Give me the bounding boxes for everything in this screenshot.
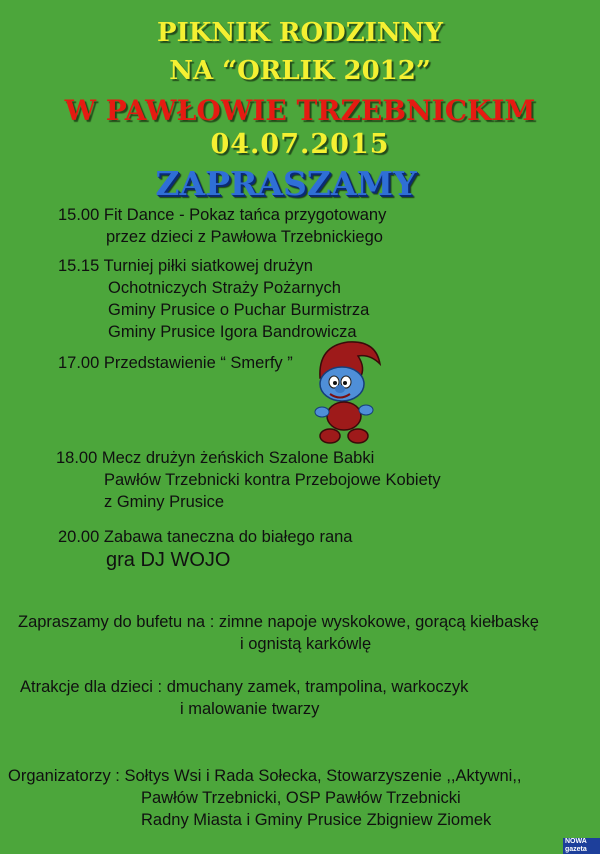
smurf-illustration — [300, 338, 390, 448]
program-item-4-line-2: Pawłów Trzebnicki kontra Przebojowe Kobiety — [104, 471, 441, 489]
program-item-1-line-1: 15.00 Fit Dance - Pokaz tańca przygotowany — [58, 206, 387, 224]
event-date: 04.07.2015 — [210, 129, 390, 160]
program-item-1-line-2: przez dzieci z Pawłowa Trzebnickiego — [106, 228, 383, 246]
newspaper-logo: NOWA gazeta — [563, 838, 600, 854]
title-line-2: NA “ORLIK 2012” — [169, 56, 431, 86]
program-item-2-line-3: Gminy Prusice o Puchar Burmistrza — [108, 301, 370, 319]
program-item-5-line-2: gra DJ WOJO — [106, 549, 231, 571]
program-item-4-line-1: 18.00 Mecz drużyn żeńskich Szalone Babki — [56, 449, 375, 467]
program-item-3-line-1: 17.00 Przedstawienie “ Smerfy ” — [58, 354, 293, 372]
kids-line-2: i malowanie twarzy — [180, 700, 320, 718]
program-item-4-line-3: z Gminy Prusice — [104, 493, 225, 511]
kids-line-1: Atrakcje dla dzieci : dmuchany zamek, trampolina, warkoczyk — [20, 678, 469, 696]
buffet-line-2: i ognistą karkówlę — [240, 635, 372, 653]
title-line-1: PIKNIK RODZINNY — [157, 18, 443, 48]
organizers-line-2: Pawłów Trzebnicki, OSP Pawłów Trzebnicki — [141, 789, 461, 807]
organizers-line-1: Organizatorzy : Sołtys Wsi i Rada Sołecka, Stowarzyszenie ,,Aktywni,, — [8, 767, 522, 785]
program-item-5-line-1: 20.00 Zabawa taneczna do białego rana — [58, 528, 353, 546]
title-location: W PAWŁOWIE TRZEBNICKIM — [64, 94, 536, 127]
buffet-line-1: Zapraszamy do bufetu na : zimne napoje wyskokowe, gorącą kiełbaskę — [18, 613, 539, 631]
organizers-line-3: Radny Miasta i Gminy Prusice Zbigniew Ziomek — [141, 811, 492, 829]
program-item-2-line-4: Gminy Prusice Igora Bandrowicza — [108, 323, 357, 341]
program-item-2-line-1: 15.15 Turniej piłki siatkowej drużyn — [58, 257, 313, 275]
invite-heading: ZAPRASZAMY — [155, 164, 417, 203]
program-item-2-line-2: Ochotniczych Straży Pożarnych — [108, 279, 341, 297]
